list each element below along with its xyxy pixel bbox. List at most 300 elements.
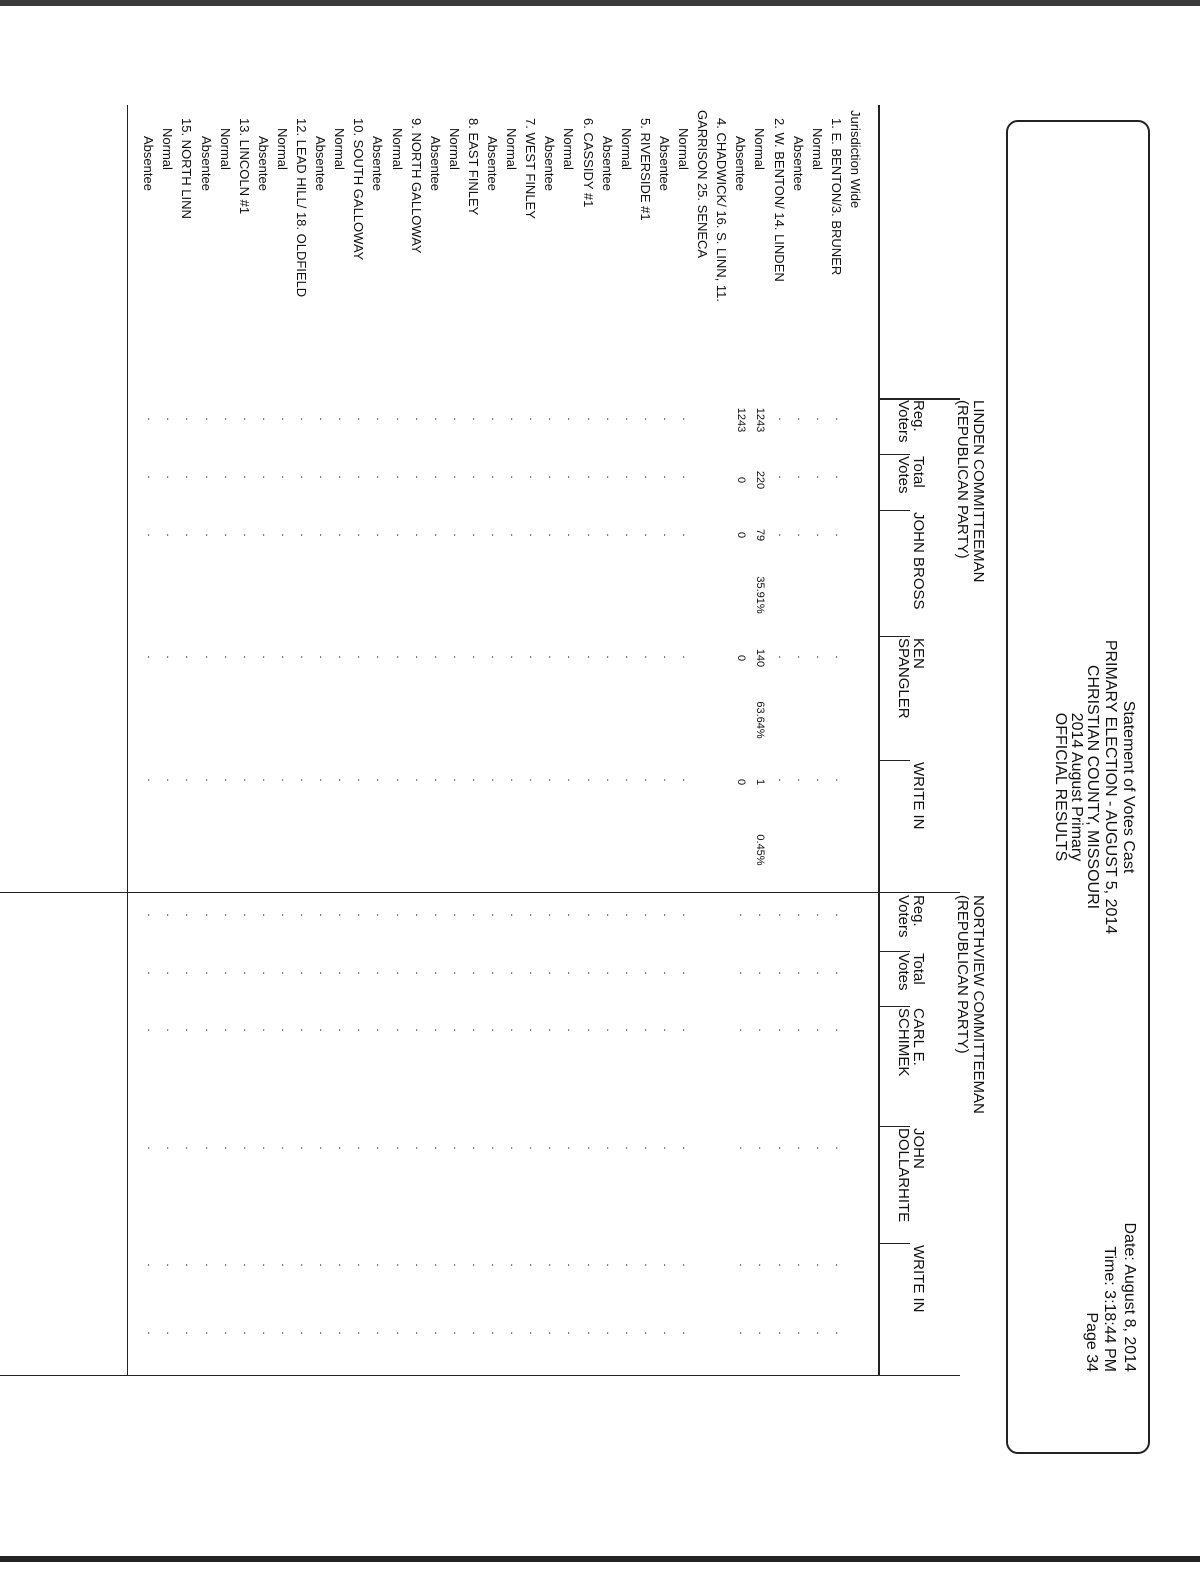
cell-placeholder: . <box>317 533 330 537</box>
cell-placeholder: . <box>794 913 807 917</box>
cell-placeholder: . <box>393 533 406 537</box>
cell-placeholder: . <box>737 971 750 975</box>
cell-placeholder: . <box>374 655 387 659</box>
table-bottom-rule <box>127 105 128 1375</box>
cell-placeholder: . <box>202 1331 215 1335</box>
cell-placeholder: . <box>259 1028 272 1032</box>
cell-placeholder: . <box>450 475 463 479</box>
write-in-votes: 1 <box>754 778 767 786</box>
cell-placeholder: . <box>775 655 788 659</box>
cell-placeholder: . <box>279 1263 291 1267</box>
cell-placeholder: . <box>355 778 368 782</box>
cell-placeholder: . <box>240 417 253 421</box>
row-label-10: Absentee <box>657 136 672 191</box>
row-label-20: 8. EAST FINLEY <box>466 118 481 216</box>
cell-placeholder: . <box>336 1331 349 1335</box>
cell-placeholder: . <box>832 778 845 782</box>
cell-placeholder: . <box>374 417 387 421</box>
cell-placeholder: . <box>164 1028 177 1032</box>
cell-placeholder: . <box>317 913 330 917</box>
row-label-4: 2. W. BENTON/ 14. LINDEN <box>771 118 787 282</box>
cell-placeholder: . <box>622 1028 635 1032</box>
cell-placeholder: . <box>584 655 597 659</box>
cell-placeholder: . <box>813 655 826 659</box>
cell-placeholder: . <box>298 655 311 659</box>
cell-placeholder: . <box>661 1146 673 1150</box>
row-label-23: 9. NORTH GALLOWAY <box>408 118 424 254</box>
cell-placeholder: . <box>756 1331 769 1335</box>
cell-placeholder: . <box>832 533 845 537</box>
cell-placeholder: . <box>641 417 654 421</box>
cell-placeholder: . <box>661 417 673 421</box>
cell-placeholder: . <box>450 971 463 975</box>
cell-placeholder: . <box>183 533 196 537</box>
cell-placeholder: . <box>508 655 521 659</box>
cell-placeholder: . <box>680 913 693 917</box>
cell-placeholder: . <box>603 778 616 782</box>
cell-placeholder: . <box>393 778 406 782</box>
cell-placeholder: . <box>145 1146 158 1150</box>
cell-placeholder: . <box>775 1263 788 1267</box>
cell-placeholder: . <box>527 1028 540 1032</box>
john-bross-votes: 0 <box>735 531 748 539</box>
cell-placeholder: . <box>661 913 673 917</box>
row-label-25: Absentee <box>370 136 386 191</box>
cell-placeholder: . <box>470 778 482 782</box>
cell-placeholder: . <box>546 417 559 421</box>
cell-placeholder: . <box>641 971 654 975</box>
cell-placeholder: . <box>565 913 578 917</box>
cell-placeholder: . <box>317 655 330 659</box>
cell-placeholder: . <box>680 475 693 479</box>
cell-placeholder: . <box>202 1263 215 1267</box>
cell-placeholder: . <box>775 417 788 421</box>
write-in-pct: 0.45% <box>754 834 767 866</box>
cell-placeholder: . <box>412 655 425 659</box>
cell-placeholder: . <box>450 778 463 782</box>
cell-placeholder: . <box>622 533 635 537</box>
cell-placeholder: . <box>527 778 540 782</box>
cell-placeholder: . <box>565 1146 578 1150</box>
cell-placeholder: . <box>622 475 635 479</box>
col-ken-spangler: KEN SPANGLER <box>895 638 927 719</box>
cell-placeholder: . <box>508 1331 521 1335</box>
cell-placeholder: . <box>756 1263 769 1267</box>
cell-placeholder: . <box>546 778 559 782</box>
cell-placeholder: . <box>546 1146 559 1150</box>
cell-placeholder: . <box>680 533 693 537</box>
cell-placeholder: . <box>527 913 540 917</box>
cell-placeholder: . <box>775 913 788 917</box>
cell-placeholder: . <box>661 778 673 782</box>
cell-placeholder: . <box>584 533 597 537</box>
cell-placeholder: . <box>393 475 406 479</box>
cell-placeholder: . <box>641 1146 654 1150</box>
table-right-border <box>0 1375 960 1376</box>
cell-placeholder: . <box>431 1331 444 1335</box>
cell-placeholder: . <box>355 533 368 537</box>
row-label-5: Normal <box>752 128 768 170</box>
cell-placeholder: . <box>527 1263 540 1267</box>
cell-placeholder: . <box>164 971 177 975</box>
cell-placeholder: . <box>603 1146 616 1150</box>
cell-placeholder: . <box>737 1028 750 1032</box>
cell-placeholder: . <box>259 475 272 479</box>
cell-placeholder: . <box>813 1028 826 1032</box>
cell-placeholder: . <box>603 417 616 421</box>
row-label-9: Normal <box>676 128 692 170</box>
row-label-19: Absentee <box>485 136 501 191</box>
cell-placeholder: . <box>202 475 215 479</box>
john-bross-pct: 35.91% <box>754 576 767 614</box>
cell-placeholder: . <box>221 655 234 659</box>
cell-placeholder: . <box>584 913 597 917</box>
cell-placeholder: . <box>183 475 196 479</box>
cell-placeholder: . <box>546 533 559 537</box>
cell-placeholder: . <box>317 1028 330 1032</box>
col-john-bross: JOHN BROSS <box>910 512 927 610</box>
cell-placeholder: . <box>355 971 368 975</box>
cell-placeholder: . <box>661 1331 673 1335</box>
cell-placeholder: . <box>584 1263 597 1267</box>
row-label-36: Normal <box>160 128 176 170</box>
report-page: Page 34 <box>1083 1312 1100 1372</box>
col-total-votes-northview: Total Votes <box>895 953 927 991</box>
cell-placeholder: . <box>470 1028 482 1032</box>
cell-placeholder: . <box>183 1146 196 1150</box>
col-john-dollarhite: JOHN DOLLARHITE <box>895 1128 927 1223</box>
cell-placeholder: . <box>794 417 807 421</box>
cell-placeholder: . <box>470 1146 482 1150</box>
row-label-27: Normal <box>332 128 348 170</box>
cell-placeholder: . <box>756 1146 769 1150</box>
cell-placeholder: . <box>546 1028 559 1032</box>
cell-placeholder: . <box>279 475 291 479</box>
row-label-31: Absentee <box>255 136 271 191</box>
row-label-34: Absentee <box>198 136 214 191</box>
cell-placeholder: . <box>298 913 311 917</box>
cell-placeholder: . <box>355 1263 368 1267</box>
cell-placeholder: . <box>794 1331 807 1335</box>
cell-placeholder: . <box>641 778 654 782</box>
row-label-3: Absentee <box>790 136 806 191</box>
cell-placeholder: . <box>832 971 845 975</box>
cell-placeholder: . <box>813 533 826 537</box>
cell-placeholder: . <box>221 1146 234 1150</box>
cell-placeholder: . <box>183 1263 196 1267</box>
report-official: OFFICIAL RESULTS <box>1052 712 1069 862</box>
cell-placeholder: . <box>450 1263 463 1267</box>
report-time: Time: 3:18:44 PM <box>1101 1246 1118 1372</box>
cell-placeholder: . <box>794 1146 807 1150</box>
cell-placeholder: . <box>508 1146 521 1150</box>
cell-placeholder: . <box>641 1263 654 1267</box>
cell-placeholder: . <box>470 417 482 421</box>
cell-placeholder: . <box>298 475 311 479</box>
cell-placeholder: . <box>240 1331 253 1335</box>
cell-placeholder: . <box>431 1263 444 1267</box>
cell-placeholder: . <box>164 913 177 917</box>
row-label-0: Jurisdiction Wide <box>848 110 863 209</box>
cell-placeholder: . <box>412 1146 425 1150</box>
total-votes-value: 220 <box>754 470 767 490</box>
cell-placeholder: . <box>412 533 425 537</box>
cell-placeholder: . <box>546 971 559 975</box>
cell-placeholder: . <box>202 533 215 537</box>
cell-placeholder: . <box>145 417 158 421</box>
cell-placeholder: . <box>661 1263 673 1267</box>
cell-placeholder: . <box>412 1263 425 1267</box>
cell-placeholder: . <box>374 971 387 975</box>
row-label-21: Normal <box>446 128 462 170</box>
cell-placeholder: . <box>164 778 177 782</box>
header-tick <box>880 760 910 761</box>
cell-placeholder: . <box>240 475 253 479</box>
report-title: Statement of Votes Cast <box>1120 700 1137 874</box>
cell-placeholder: . <box>641 475 654 479</box>
cell-placeholder: . <box>317 1146 330 1150</box>
cell-placeholder: . <box>546 1263 559 1267</box>
cell-placeholder: . <box>279 778 291 782</box>
cell-placeholder: . <box>374 1263 387 1267</box>
row-label-35: 15. NORTH LINN <box>179 118 195 219</box>
cell-placeholder: . <box>145 1263 158 1267</box>
cell-placeholder: . <box>240 655 253 659</box>
header-bottom-line <box>878 105 880 1375</box>
cell-placeholder: . <box>240 913 253 917</box>
cell-placeholder: . <box>584 417 597 421</box>
cell-placeholder: . <box>527 971 540 975</box>
cell-placeholder: . <box>431 1028 444 1032</box>
cell-placeholder: . <box>832 417 845 421</box>
cell-placeholder: . <box>794 1028 807 1032</box>
cell-placeholder: . <box>622 417 635 421</box>
cell-placeholder: . <box>164 1263 177 1267</box>
cell-placeholder: . <box>259 655 272 659</box>
cell-placeholder: . <box>489 1331 502 1335</box>
row-label-16: Absentee <box>542 136 558 191</box>
cell-placeholder: . <box>565 1028 578 1032</box>
cell-placeholder: . <box>470 1331 482 1335</box>
cell-placeholder: . <box>145 655 158 659</box>
cell-placeholder: . <box>355 913 368 917</box>
cell-placeholder: . <box>240 778 253 782</box>
cell-placeholder: . <box>202 1028 215 1032</box>
cell-placeholder: . <box>374 1331 387 1335</box>
cell-placeholder: . <box>240 971 253 975</box>
cell-placeholder: . <box>584 1028 597 1032</box>
cell-placeholder: . <box>584 1331 597 1335</box>
cell-placeholder: . <box>622 1263 635 1267</box>
row-label-30: Normal <box>275 128 290 170</box>
cell-placeholder: . <box>221 1028 234 1032</box>
cell-placeholder: . <box>298 1146 311 1150</box>
cell-placeholder: . <box>546 913 559 917</box>
ken-spangler-votes: 140 <box>754 648 767 668</box>
cell-placeholder: . <box>832 1146 845 1150</box>
cell-placeholder: . <box>584 971 597 975</box>
cell-placeholder: . <box>813 1331 826 1335</box>
john-bross-votes: 79 <box>754 528 767 542</box>
header-tick <box>880 1126 910 1127</box>
cell-placeholder: . <box>374 533 387 537</box>
cell-placeholder: . <box>202 913 215 917</box>
cell-placeholder: . <box>756 971 769 975</box>
cell-placeholder: . <box>183 778 196 782</box>
cell-placeholder: . <box>622 655 635 659</box>
cell-placeholder: . <box>279 655 291 659</box>
cell-placeholder: . <box>450 1028 463 1032</box>
cell-placeholder: . <box>259 417 272 421</box>
cell-placeholder: . <box>450 1331 463 1335</box>
cell-placeholder: . <box>183 1331 196 1335</box>
cell-placeholder: . <box>470 913 482 917</box>
cell-placeholder: . <box>622 778 635 782</box>
cell-placeholder: . <box>450 913 463 917</box>
cell-placeholder: . <box>240 1146 253 1150</box>
cell-placeholder: . <box>336 417 349 421</box>
cell-placeholder: . <box>221 533 234 537</box>
ken-spangler-pct: 63.64% <box>754 701 767 739</box>
race-subtitle-northview: (REPUBLICAN PARTY) <box>954 895 971 1054</box>
cell-placeholder: . <box>412 417 425 421</box>
cell-placeholder: . <box>393 1331 406 1335</box>
cell-placeholder: . <box>317 1263 330 1267</box>
cell-placeholder: . <box>527 1146 540 1150</box>
cell-placeholder: . <box>221 475 234 479</box>
cell-placeholder: . <box>259 913 272 917</box>
cell-placeholder: . <box>775 1331 788 1335</box>
cell-placeholder: . <box>431 778 444 782</box>
cell-placeholder: . <box>450 533 463 537</box>
cell-placeholder: . <box>259 1146 272 1150</box>
cell-placeholder: . <box>622 1146 635 1150</box>
cell-placeholder: . <box>450 655 463 659</box>
cell-placeholder: . <box>221 913 234 917</box>
cell-placeholder: . <box>527 533 540 537</box>
cell-placeholder: . <box>508 971 521 975</box>
cell-placeholder: . <box>298 1263 311 1267</box>
cell-placeholder: . <box>450 417 463 421</box>
cell-placeholder: . <box>489 1263 502 1267</box>
cell-placeholder: . <box>240 1263 253 1267</box>
row-label-32: 13. LINCOLN #1 <box>236 118 252 215</box>
cell-placeholder: . <box>298 971 311 975</box>
cell-placeholder: . <box>317 1331 330 1335</box>
cell-placeholder: . <box>431 533 444 537</box>
cell-placeholder: . <box>737 913 750 917</box>
cell-placeholder: . <box>393 655 406 659</box>
cell-placeholder: . <box>775 533 788 537</box>
race-divider-middle <box>0 892 960 893</box>
cell-placeholder: . <box>412 971 425 975</box>
cell-placeholder: . <box>641 1028 654 1032</box>
cell-placeholder: . <box>546 475 559 479</box>
cell-placeholder: . <box>470 1263 482 1267</box>
cell-placeholder: . <box>641 655 654 659</box>
row-label-29: 12. LEAD HILL/ 18. OLDFIELD <box>294 118 310 298</box>
cell-placeholder: . <box>641 1331 654 1335</box>
cell-placeholder: . <box>470 655 482 659</box>
cell-placeholder: . <box>317 971 330 975</box>
col-write-in-northview: WRITE IN <box>910 1245 927 1313</box>
cell-placeholder: . <box>374 1028 387 1032</box>
cell-placeholder: . <box>813 971 826 975</box>
cell-placeholder: . <box>661 971 673 975</box>
cell-placeholder: . <box>336 1263 349 1267</box>
cell-placeholder: . <box>794 778 807 782</box>
cell-placeholder: . <box>508 913 521 917</box>
cell-placeholder: . <box>336 475 349 479</box>
cell-placeholder: . <box>279 417 291 421</box>
cell-placeholder: . <box>355 1028 368 1032</box>
cell-placeholder: . <box>527 475 540 479</box>
cell-placeholder: . <box>298 533 311 537</box>
report-date: Date: August 8, 2014 <box>1121 1222 1138 1372</box>
cell-placeholder: . <box>431 475 444 479</box>
cell-placeholder: . <box>661 475 673 479</box>
cell-placeholder: . <box>489 1146 502 1150</box>
cell-placeholder: . <box>240 1028 253 1032</box>
row-label-18: Normal <box>504 128 520 170</box>
cell-placeholder: . <box>527 417 540 421</box>
cell-placeholder: . <box>317 778 330 782</box>
cell-placeholder: . <box>412 1331 425 1335</box>
cell-placeholder: . <box>355 417 368 421</box>
row-label-26: 10. SOUTH GALLOWAY <box>351 118 367 261</box>
row-label-12: Normal <box>618 128 634 170</box>
reg-voters-value: 1243 <box>754 407 767 433</box>
cell-placeholder: . <box>565 417 578 421</box>
cell-placeholder: . <box>775 1028 788 1032</box>
cell-placeholder: . <box>813 1263 826 1267</box>
cell-placeholder: . <box>603 533 616 537</box>
cell-placeholder: . <box>661 655 673 659</box>
cell-placeholder: . <box>336 913 349 917</box>
cell-placeholder: . <box>489 971 502 975</box>
cell-placeholder: . <box>164 1146 177 1150</box>
cell-placeholder: . <box>183 913 196 917</box>
cell-placeholder: . <box>412 1028 425 1032</box>
cell-placeholder: . <box>832 913 845 917</box>
cell-placeholder: . <box>527 1331 540 1335</box>
cell-placeholder: . <box>431 971 444 975</box>
cell-placeholder: . <box>489 417 502 421</box>
cell-placeholder: . <box>393 1263 406 1267</box>
cell-placeholder: . <box>393 1028 406 1032</box>
header-tick <box>880 1006 910 1007</box>
cell-placeholder: . <box>393 417 406 421</box>
cell-placeholder: . <box>336 778 349 782</box>
cell-placeholder: . <box>508 475 521 479</box>
cell-placeholder: . <box>374 1146 387 1150</box>
cell-placeholder: . <box>622 1331 635 1335</box>
cell-placeholder: . <box>489 655 502 659</box>
race-subtitle-linden: (REPUBLICAN PARTY) <box>954 400 971 559</box>
cell-placeholder: . <box>470 533 482 537</box>
cell-placeholder: . <box>565 475 578 479</box>
row-label-1: 1. E. BENTON/3. BRUNER <box>828 118 844 276</box>
cell-placeholder: . <box>279 533 291 537</box>
cell-placeholder: . <box>164 417 177 421</box>
cell-placeholder: . <box>317 475 330 479</box>
cell-placeholder: . <box>680 417 693 421</box>
row-label-28: Absentee <box>313 136 329 191</box>
cell-placeholder: . <box>832 475 845 479</box>
cell-placeholder: . <box>259 533 272 537</box>
cell-placeholder: . <box>145 913 158 917</box>
cell-placeholder: . <box>508 1263 521 1267</box>
